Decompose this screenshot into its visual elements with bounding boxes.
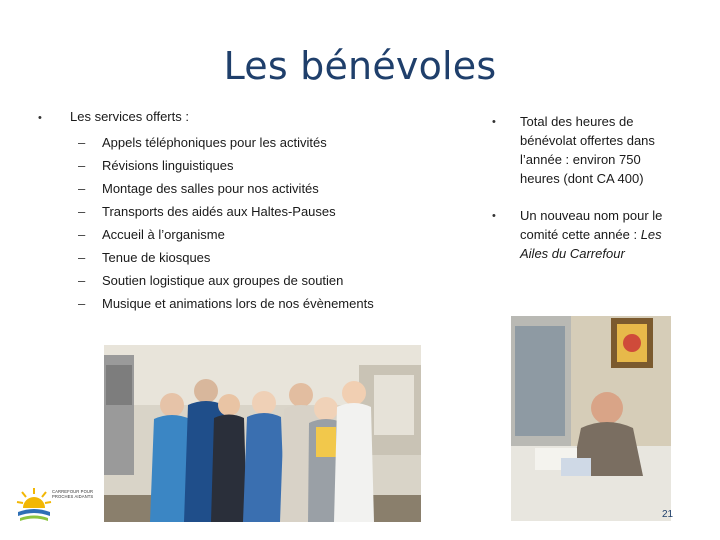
dash-icon: – (78, 273, 86, 288)
dash-icon: – (78, 250, 86, 265)
list-item (78, 223, 458, 246)
list-item (78, 131, 458, 154)
dash-icon: – (78, 158, 86, 173)
dash-icon: – (78, 204, 86, 219)
list-item (78, 177, 458, 200)
slide-title: Les bénévoles (223, 44, 497, 88)
hours-bullet (492, 112, 667, 188)
list-item (78, 154, 458, 177)
services-heading: Les services offerts : (70, 109, 189, 124)
sun-logo-icon (14, 482, 54, 526)
list-item (78, 269, 458, 292)
bullet-icon: • (492, 116, 496, 128)
new-name-lead: Un nouveau nom pour le comité cette année : (520, 208, 663, 242)
dash-icon: – (78, 135, 86, 150)
service-label: Musique et animations lors de nos évènements (102, 296, 374, 311)
service-label: Tenue de kiosques (102, 250, 211, 265)
hours-text: Total des heures de bénévolat offertes dans l’année : environ 750 heures (dont CA 400) (520, 114, 655, 186)
new-name-bullet (492, 206, 667, 263)
services-section (38, 108, 458, 315)
list-item (78, 246, 458, 269)
carrefour-logo (14, 482, 94, 526)
service-label: Montage des salles pour nos activités (102, 181, 319, 196)
service-label: Transports des aidés aux Haltes-Pauses (102, 204, 336, 219)
list-item (78, 292, 458, 315)
committee-name: Les Ailes du Carrefour (520, 227, 662, 261)
services-list (78, 131, 458, 315)
list-item (78, 200, 458, 223)
service-label: Soutien logistique aux groupes de soutien (102, 273, 344, 288)
highlights-section (492, 112, 667, 281)
service-label: Appels téléphoniques pour les activités (102, 135, 327, 150)
dash-icon: – (78, 296, 86, 311)
volunteers-group-photo (104, 345, 421, 522)
dash-icon: – (78, 227, 86, 242)
page-number: 21 (662, 509, 674, 520)
bullet-icon: • (492, 210, 496, 222)
services-bullet (38, 108, 458, 127)
new-name-text (520, 206, 667, 263)
service-label: Accueil à l’organisme (102, 227, 225, 242)
dash-icon: – (78, 181, 86, 196)
committee-member-photo (511, 316, 674, 521)
logo-text: CARREFOUR POUR PROCHES AIDANTS (52, 489, 94, 499)
service-label: Révisions linguistiques (102, 158, 234, 173)
bullet-icon: • (38, 112, 42, 124)
